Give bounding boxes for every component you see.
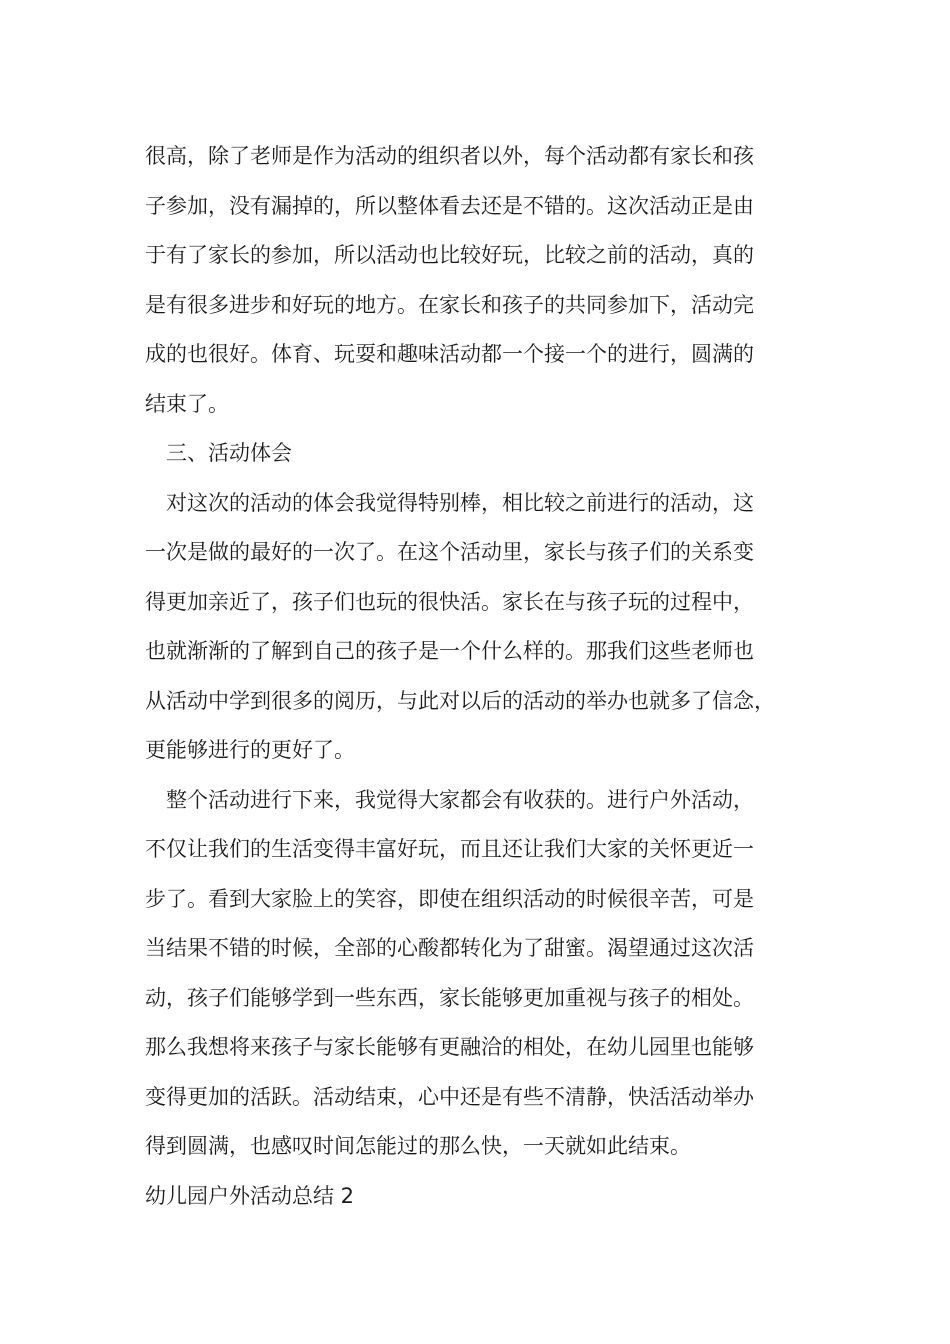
paragraph-continuation bbox=[145, 132, 825, 429]
text-line: 步了。看到大家脸上的笑容，即使在组织活动的时候很辛苦，可是 bbox=[145, 886, 754, 911]
text-line: 动，孩子们能够学到一些东西，家长能够更加重视与孩子的相处。 bbox=[145, 985, 754, 1010]
text-line: 得更加亲近了，孩子们也玩的很快活。家长在与孩子玩的过程中， bbox=[145, 589, 754, 614]
text-line: 很高，除了老师是作为活动的组织者以外，每个活动都有家长和孩 bbox=[145, 144, 754, 168]
text-line: 也就渐渐的了解到自己的孩子是一个什么样的。那我们这些老师也 bbox=[145, 639, 754, 663]
text-line: 整个活动进行下来，我觉得大家都会有收获的。进行户外活动， bbox=[166, 787, 754, 812]
text-line: 是有很多进步和好玩的地方。在家长和孩子的共同参加下，活动完 bbox=[145, 292, 754, 317]
section-heading: 三、活动体会 bbox=[166, 441, 292, 465]
text-line: 得到圆满，也感叹时间怎能过的那么快，一天就如此结束。 bbox=[145, 1134, 691, 1158]
paragraph-experience bbox=[145, 479, 825, 776]
paragraph-summary bbox=[145, 776, 825, 1172]
text-line: 从活动中学到很多的阅历，与此对以后的活动的举办也就多了信念， bbox=[145, 688, 775, 713]
text-line: 结束了。 bbox=[145, 391, 229, 416]
text-line: 一次是做的最好的一次了。在这个活动里，家长与孩子们的关系变 bbox=[145, 540, 754, 564]
text-line: 成的也很好。体育、玩耍和趣味活动都一个接一个的进行，圆满的 bbox=[145, 342, 754, 366]
text-line: 于有了家长的参加，所以活动也比较好玩，比较之前的活动，真的 bbox=[145, 243, 754, 267]
text-line: 对这次的活动的体会我觉得特别棒，相比较之前进行的活动，这 bbox=[166, 490, 754, 515]
text-line: 当结果不错的时候，全部的心酸都转化为了甜蜜。渴望通过这次活 bbox=[145, 936, 754, 960]
text-line: 那么我想将来孩子与家长能够有更融洽的相处，在幼儿园里也能够 bbox=[145, 1035, 754, 1059]
text-line: 变得更加的活跃。活动结束，心中还是有些不清静，快活活动举办 bbox=[145, 1084, 754, 1109]
document-body bbox=[145, 132, 825, 1221]
text-line: 更能够进行的更好了。 bbox=[145, 738, 355, 762]
text-line: 不仅让我们的生活变得丰富好玩，而且还让我们大家的关怀更近一 bbox=[145, 837, 754, 861]
text-line: 子参加，没有漏掉的，所以整体看去还是不错的。这次活动正是由 bbox=[145, 193, 754, 218]
next-document-title: 幼儿园户外活动总结 2 bbox=[145, 1183, 355, 1208]
